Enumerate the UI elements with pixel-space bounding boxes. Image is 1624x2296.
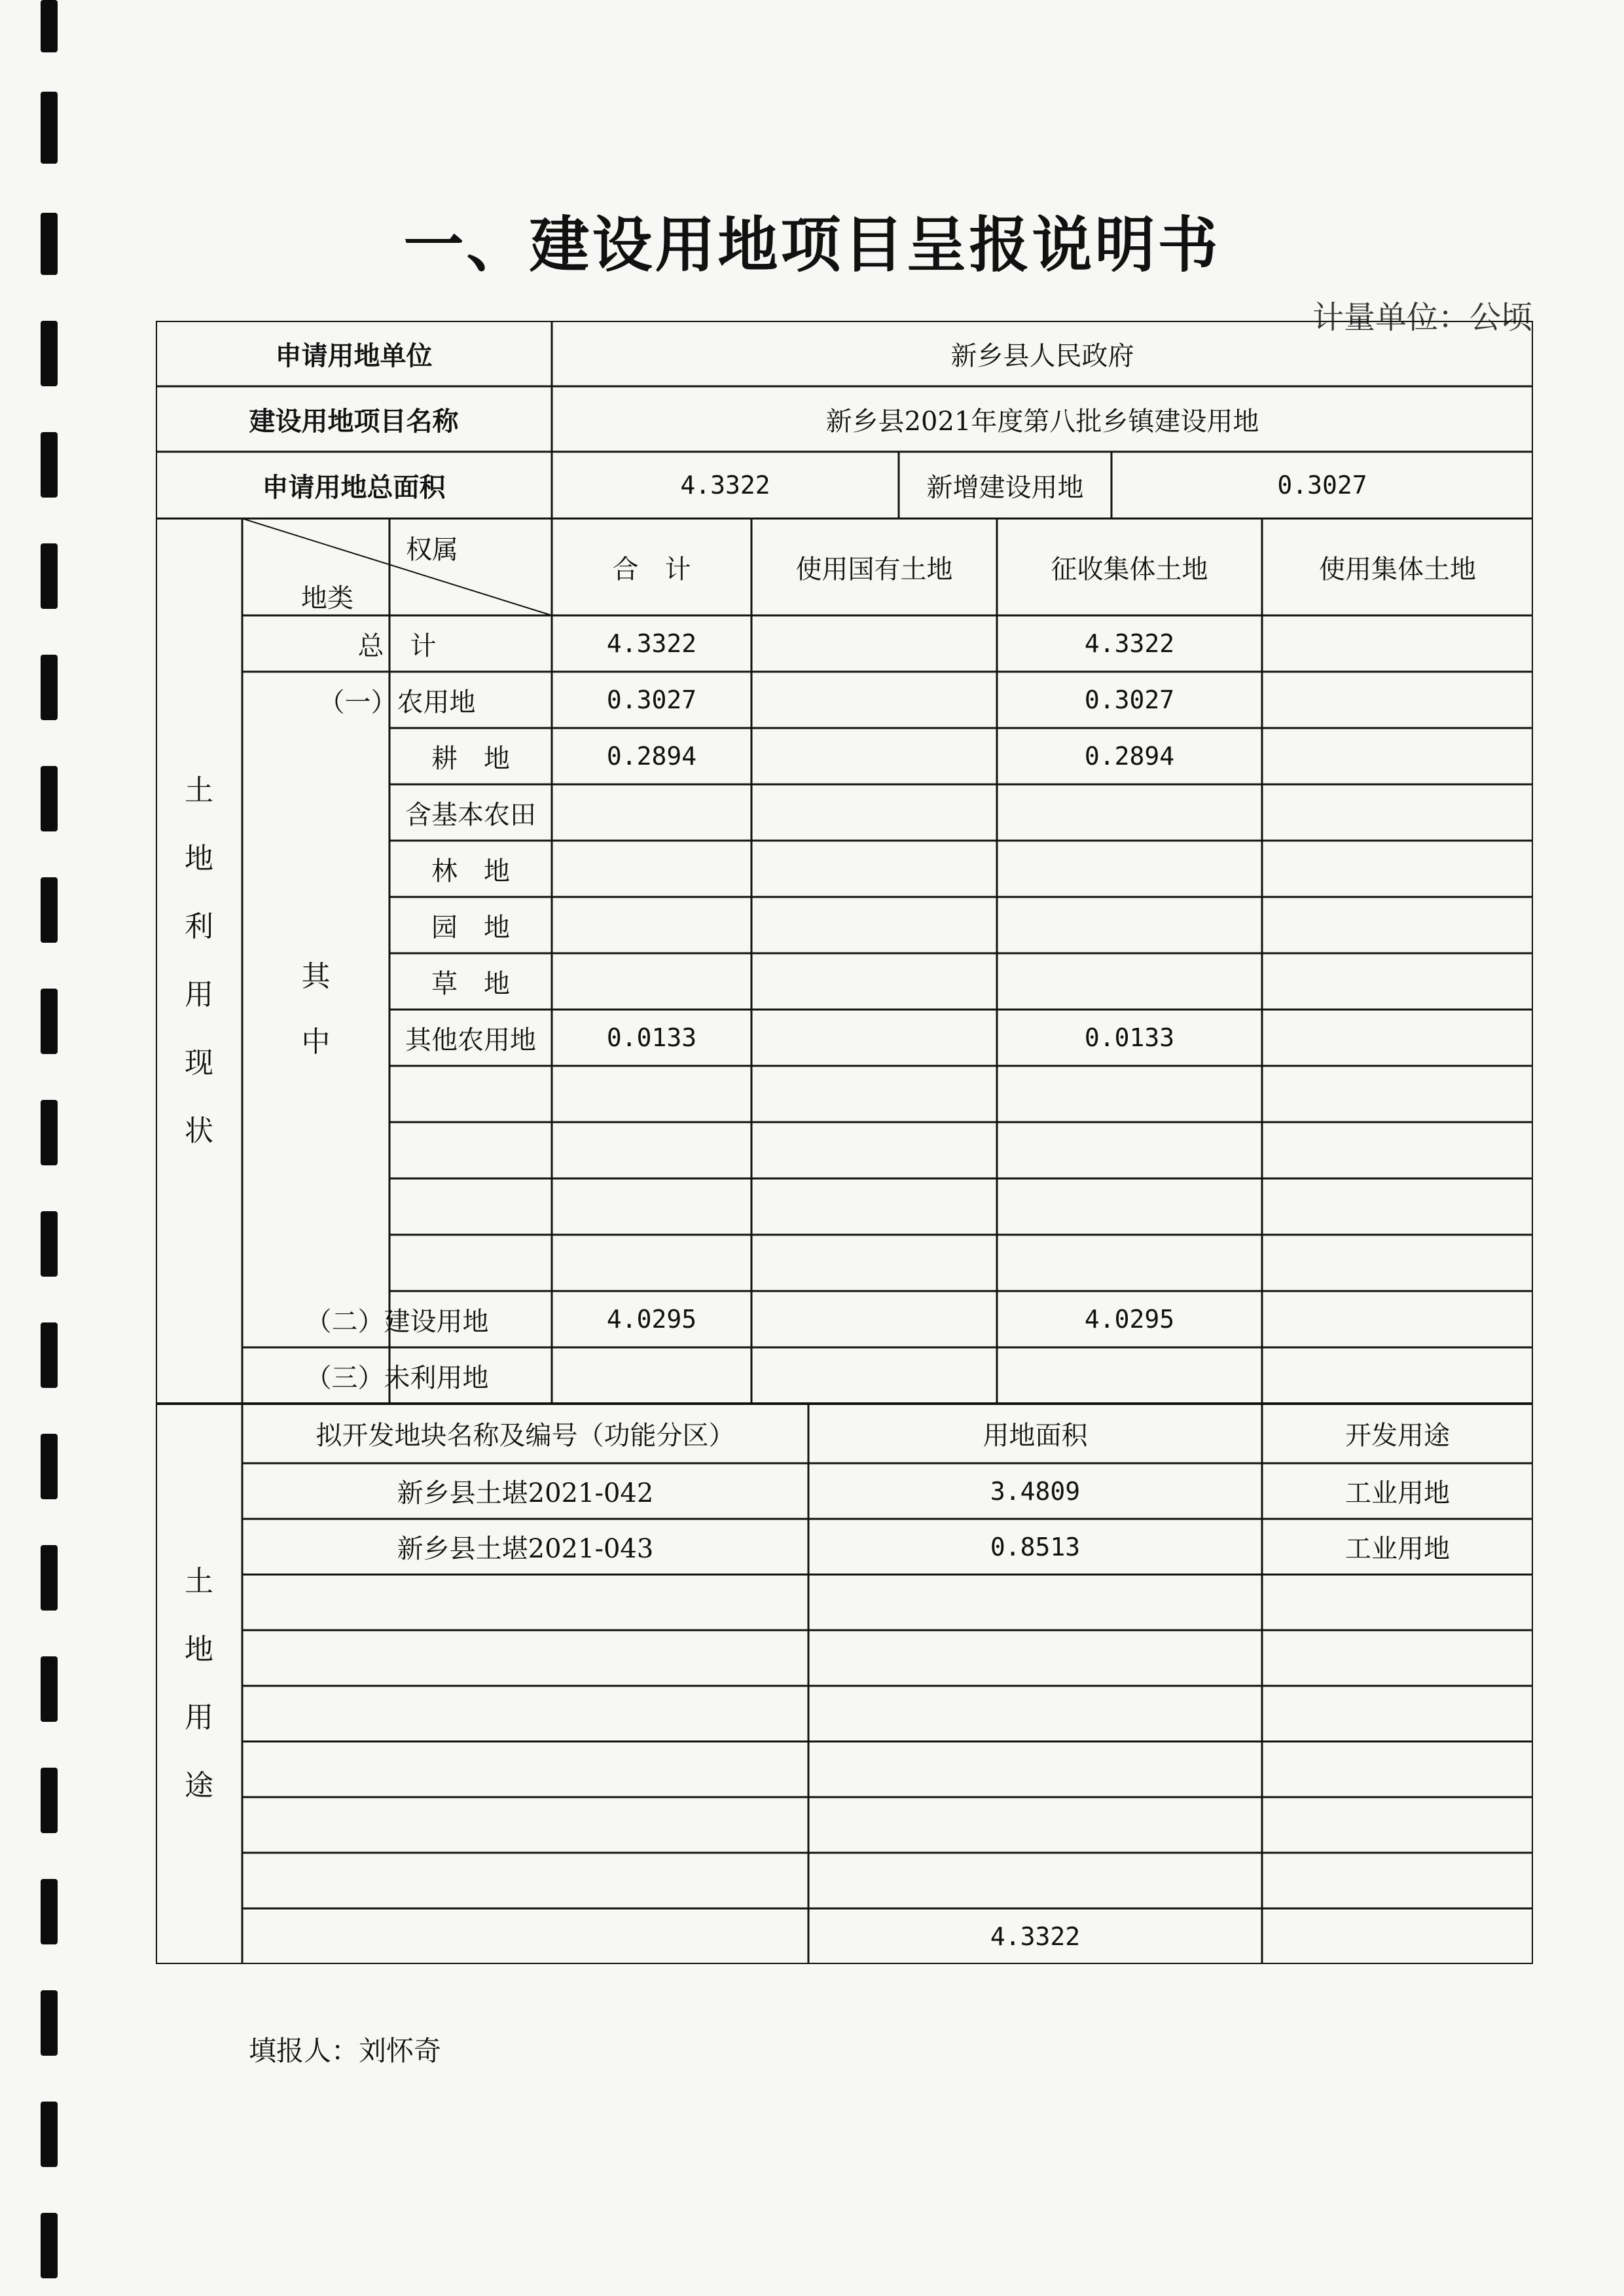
- status-column-header: 使用国有土地: [795, 554, 953, 585]
- usage-plot-name: [242, 1908, 808, 1964]
- binding-holes: [41, 0, 60, 2296]
- vertical-char: 途: [185, 1769, 213, 1802]
- sub-row-label: 林 地: [431, 856, 510, 886]
- sub-row-label: 耕 地: [431, 743, 510, 774]
- vertical-char: 土: [185, 1565, 213, 1598]
- status-total: [552, 1347, 751, 1404]
- usage-purpose: [1262, 1908, 1533, 1964]
- status-row-label: （二）建设用地: [305, 1306, 489, 1337]
- usage-purpose: [1262, 1797, 1533, 1853]
- binding-hole: [41, 1100, 58, 1165]
- binding-hole: [41, 432, 58, 498]
- sub-total: 0.2894: [606, 742, 697, 771]
- vertical-char: 用: [185, 978, 213, 1011]
- usage-area: [808, 1853, 1262, 1908]
- new-construction-value: 0.3027: [1277, 471, 1367, 500]
- status-column-header: 合 计: [612, 554, 691, 585]
- total-area-label: 申请用地总面积: [262, 472, 446, 503]
- usage-plot-name: [242, 1575, 808, 1630]
- binding-hole: [41, 0, 58, 52]
- binding-hole: [41, 877, 58, 943]
- sub-total: [552, 784, 751, 841]
- binding-hole: [41, 989, 58, 1054]
- sub-collect: [997, 1066, 1262, 1122]
- diag-top-label: 权属: [406, 535, 458, 565]
- vertical-char: 土: [185, 774, 213, 807]
- usage-purpose: [1262, 1741, 1533, 1797]
- binding-hole: [41, 655, 58, 720]
- sub-total: [552, 953, 751, 1010]
- project-value: 新乡县2021年度第八批乡镇建设用地: [825, 406, 1259, 437]
- sub-collect: [997, 953, 1262, 1010]
- binding-hole: [41, 1879, 58, 1944]
- status-total: 0.3027: [606, 685, 697, 714]
- sub-total: [552, 897, 751, 953]
- sub-collect: [997, 784, 1262, 841]
- status-state: [751, 615, 997, 672]
- binding-hole: [41, 2213, 58, 2278]
- status-section-label: [156, 519, 242, 1404]
- vertical-char: 地: [185, 1633, 213, 1666]
- usage-column-header: 拟开发地块名称及编号（功能分区）: [316, 1421, 735, 1451]
- binding-hole: [41, 1768, 58, 1833]
- vertical-char: 现: [185, 1046, 213, 1080]
- sub-group-label: [242, 728, 389, 1291]
- binding-hole: [41, 1656, 58, 1722]
- sub-row-label: [389, 1178, 552, 1235]
- applicant-value: 新乡县人民政府: [950, 340, 1134, 371]
- usage-area: [808, 1741, 1262, 1797]
- applicant-label: 申请用地单位: [275, 340, 433, 371]
- status-state: [751, 672, 997, 728]
- sub-collect: [997, 1178, 1262, 1235]
- usage-purpose: [1262, 1630, 1533, 1686]
- sub-collect: 0.2894: [1084, 742, 1175, 771]
- binding-hole: [41, 543, 58, 609]
- unit-label: 计量单位：公顷: [1312, 299, 1532, 336]
- sub-total: 0.0133: [606, 1023, 697, 1052]
- status-collective: [1262, 672, 1533, 728]
- usage-area: [808, 1630, 1262, 1686]
- usage-purpose: 工业用地: [1345, 1478, 1450, 1508]
- usage-area: 3.4809: [990, 1476, 1081, 1506]
- usage-purpose: 工业用地: [1345, 1534, 1450, 1564]
- page-title: 一、建设用地项目呈报说明书: [403, 210, 1221, 280]
- binding-hole: [41, 1322, 58, 1388]
- status-total: 4.3322: [606, 629, 697, 658]
- status-collect: 4.0295: [1084, 1305, 1175, 1334]
- status-column-header: 征收集体土地: [1051, 554, 1208, 585]
- sub-row-label: 含基本农田: [405, 799, 536, 830]
- filler-label: 填报人：刘怀奇: [249, 2037, 442, 2067]
- sub-total: [552, 1066, 751, 1122]
- sub-row-label: 草 地: [431, 968, 510, 999]
- usage-column-header: 开发用途: [1345, 1421, 1450, 1451]
- report-table: [156, 321, 1533, 1964]
- vertical-char: 中: [301, 1025, 331, 1059]
- binding-hole: [41, 1211, 58, 1277]
- vertical-char: 状: [185, 1114, 213, 1148]
- status-row-label: （三）未利用地: [305, 1362, 489, 1393]
- usage-plot-name: [242, 1630, 808, 1686]
- usage-plot-name: [242, 1686, 808, 1741]
- usage-column-header: 用地面积: [983, 1421, 1088, 1451]
- sub-row-label: 其他农用地: [405, 1025, 536, 1055]
- diag-bottom-label: 地类: [301, 583, 353, 613]
- vertical-char: 用: [185, 1701, 213, 1734]
- usage-area: 0.8513: [990, 1532, 1081, 1561]
- usage-purpose: [1262, 1853, 1533, 1908]
- usage-total-area: 4.3322: [990, 1922, 1081, 1951]
- sub-row-label: [389, 1122, 552, 1178]
- status-collect: 0.3027: [1084, 685, 1175, 714]
- usage-area: [808, 1575, 1262, 1630]
- status-collect: [997, 1347, 1262, 1404]
- binding-hole: [41, 2102, 58, 2167]
- sub-total: [552, 1178, 751, 1235]
- usage-plot-name: [242, 1853, 808, 1908]
- usage-purpose: [1262, 1575, 1533, 1630]
- binding-hole: [41, 1990, 58, 2056]
- binding-hole: [41, 92, 58, 164]
- binding-hole: [41, 1545, 58, 1611]
- total-area-value: 4.3322: [680, 471, 770, 500]
- status-row-label: （一）农用地: [318, 687, 476, 718]
- status-collect: 4.3322: [1084, 629, 1175, 658]
- project-label: 建设用地项目名称: [249, 406, 459, 437]
- sub-collect: [997, 897, 1262, 953]
- status-column-header: 使用集体土地: [1319, 554, 1476, 585]
- sub-row-label: [389, 1066, 552, 1122]
- usage-plot-name: [242, 1741, 808, 1797]
- usage-area: [808, 1686, 1262, 1741]
- sub-collect: [997, 1122, 1262, 1178]
- usage-purpose: [1262, 1686, 1533, 1741]
- status-row-label: 总 计: [357, 630, 437, 661]
- new-construction-label: 新增建设用地: [926, 472, 1084, 503]
- sub-row-label: 园 地: [431, 912, 510, 943]
- sub-collect: [997, 841, 1262, 897]
- vertical-char: 地: [185, 842, 213, 875]
- sub-total: [552, 1122, 751, 1178]
- binding-hole: [41, 766, 58, 831]
- vertical-char: 利: [185, 910, 213, 943]
- usage-plot-name: [242, 1797, 808, 1853]
- usage-area: [808, 1797, 1262, 1853]
- binding-hole: [41, 321, 58, 386]
- status-collective: [1262, 615, 1533, 672]
- vertical-char: 其: [301, 960, 331, 993]
- sub-collect: 0.0133: [1084, 1023, 1175, 1052]
- usage-plot-name: 新乡县土堪2021-043: [397, 1534, 654, 1564]
- usage-section-label: [156, 1404, 242, 1964]
- binding-hole: [41, 1434, 58, 1499]
- usage-plot-name: 新乡县土堪2021-042: [397, 1478, 654, 1508]
- sub-total: [552, 841, 751, 897]
- status-total: 4.0295: [606, 1305, 697, 1334]
